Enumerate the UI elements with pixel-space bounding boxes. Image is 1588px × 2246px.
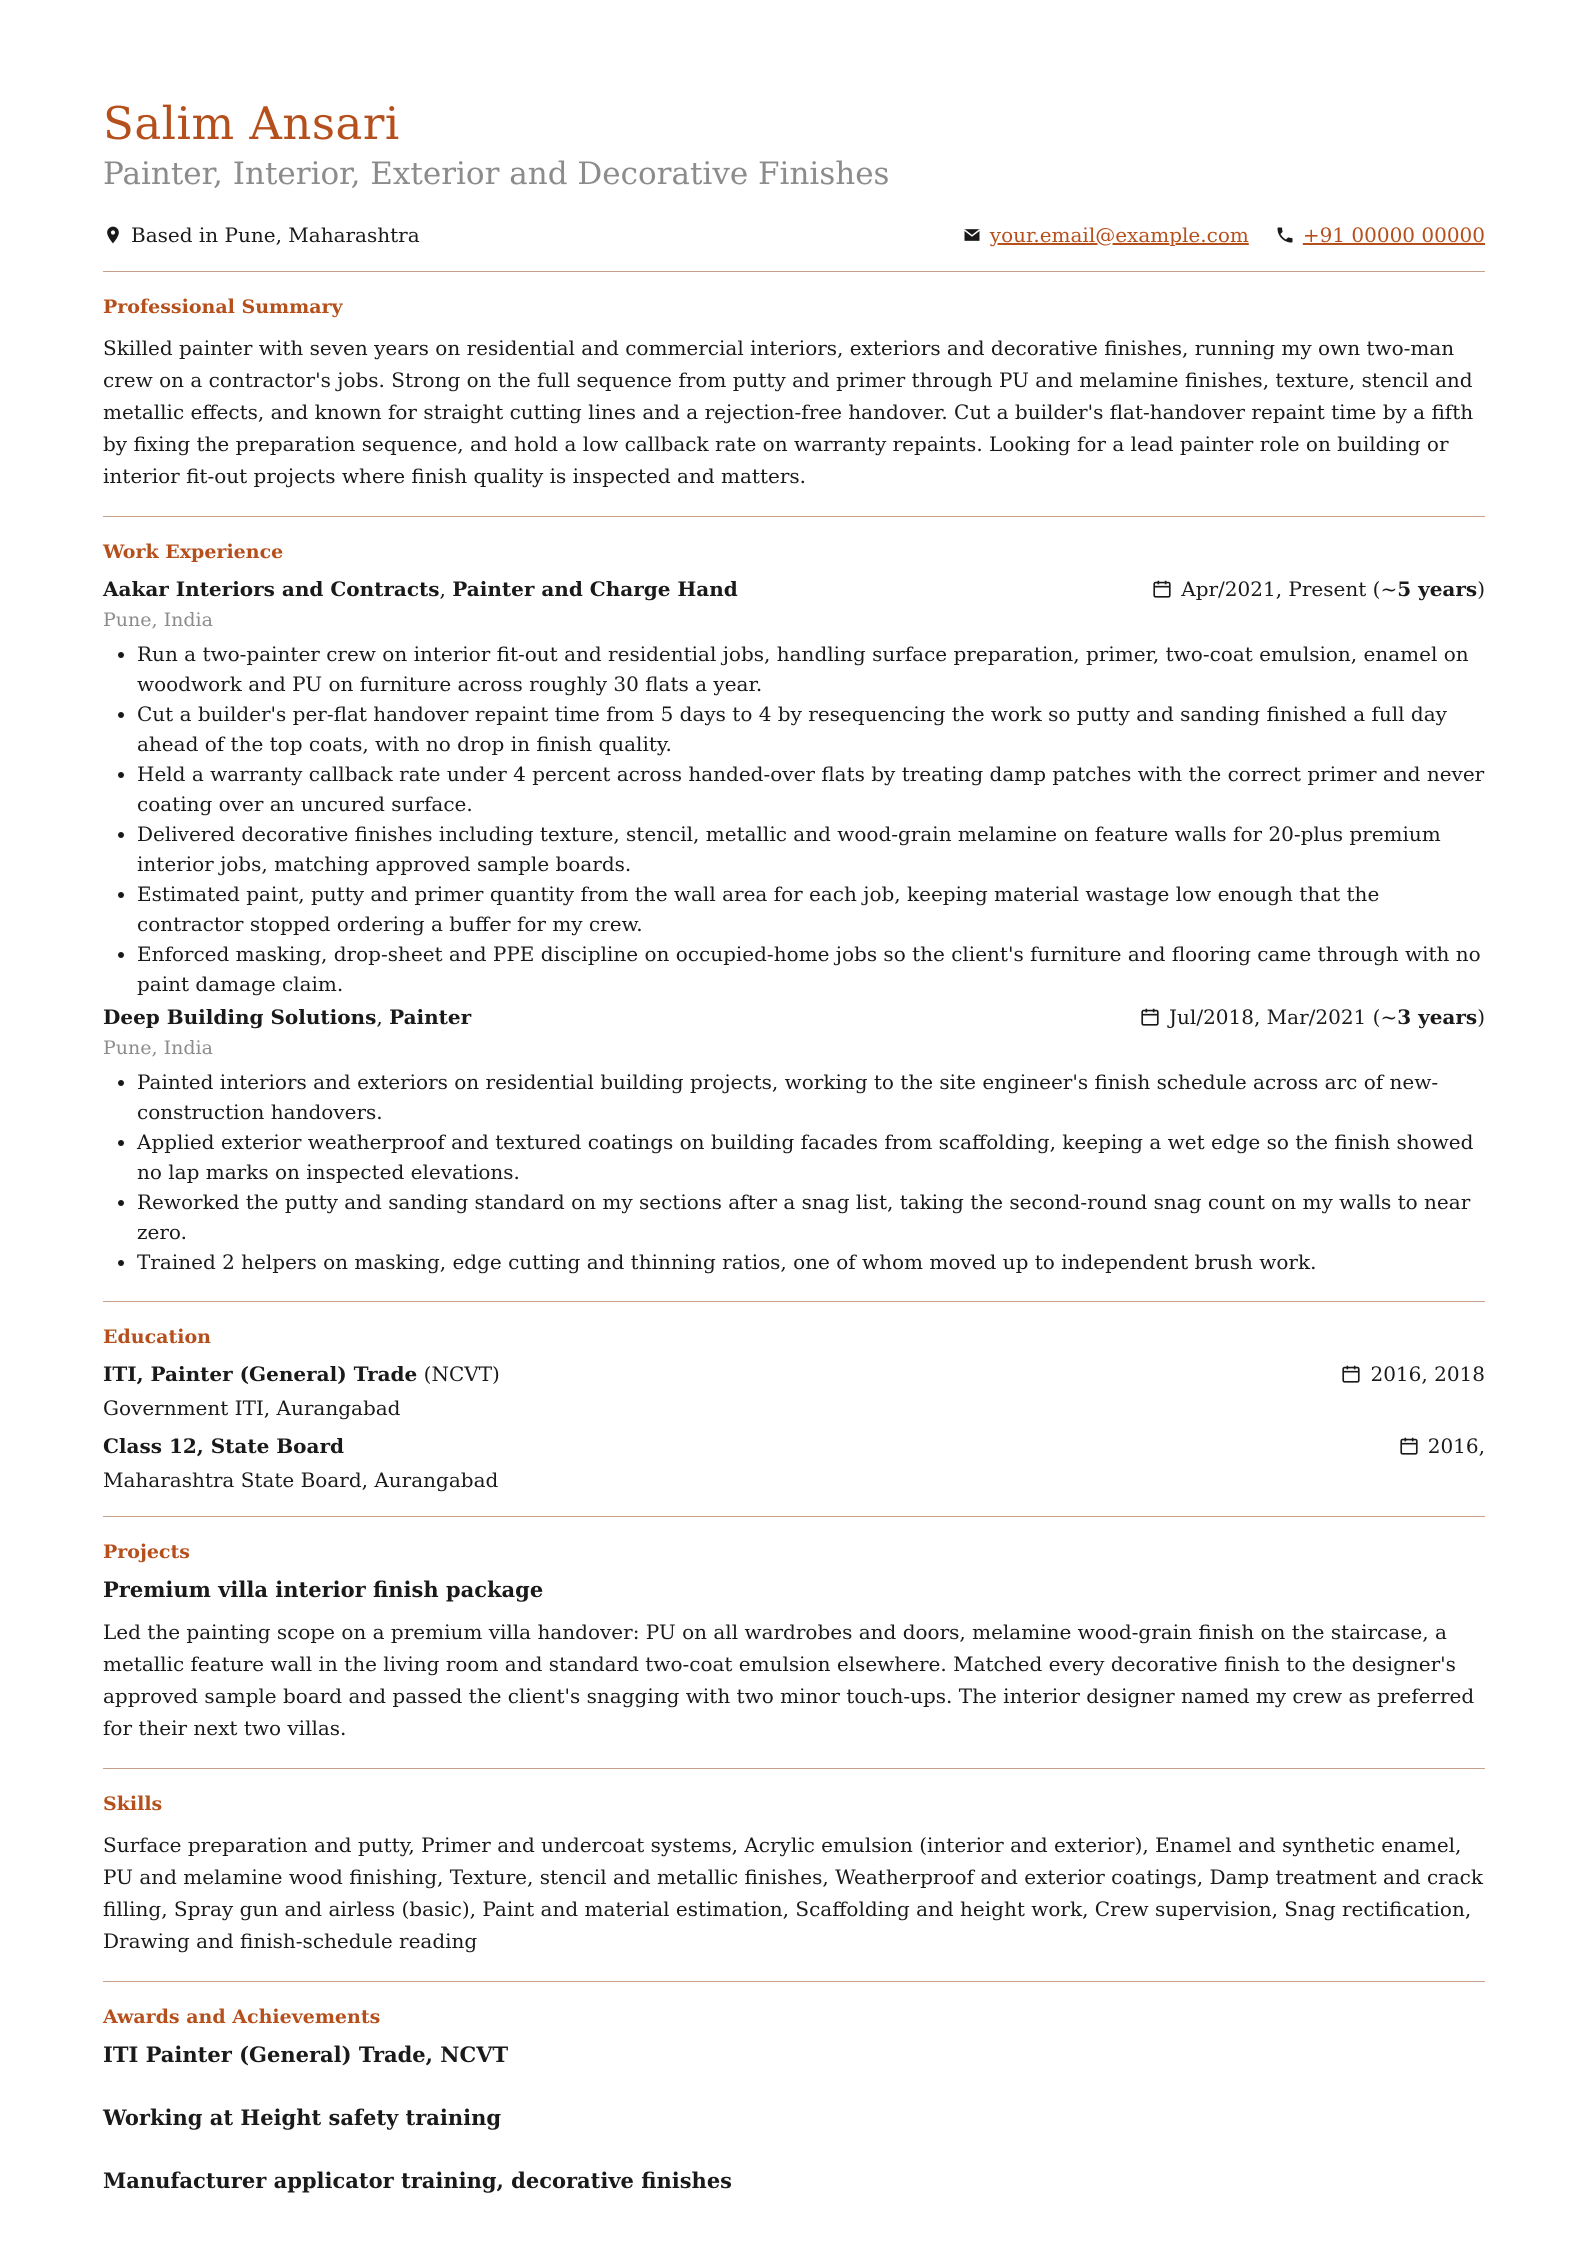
section-heading: Projects xyxy=(103,1540,190,1563)
job-role: Painter xyxy=(389,1004,472,1029)
education-institution: Government ITI, Aurangabad xyxy=(103,1395,401,1420)
section-heading: Professional Summary xyxy=(103,295,343,318)
phone-icon xyxy=(1275,225,1295,245)
education-board: (NCVT) xyxy=(423,1361,500,1386)
education-section xyxy=(103,1302,1485,1492)
section-heading: Education xyxy=(103,1325,211,1348)
project-text: Led the painting scope on a premium villa handover: PU on all wardrobes and doors, melamine wood-grain finish on the staircase, a metallic feature wall in the living room and standard two-coat emulsion elsewhere. Matched every decorative finish to the designer's approved sample board and passed the client's snagging with two minor touch-ups. The interior designer named my crew as preferred for their next two villas. xyxy=(103,1619,1475,1740)
education-date-range: 2016, 2018 xyxy=(1370,1361,1485,1386)
job-dates: Jul/2018, Mar/2021 (~ 3 years ) xyxy=(1139,1005,1485,1029)
awards-section xyxy=(103,1982,1485,2193)
education-date-range: 2016, xyxy=(1427,1433,1485,1458)
award-item: Working at Height safety training xyxy=(103,2104,502,2130)
education-dates xyxy=(1340,1362,1485,1386)
award-item: Manufacturer applicator training, decorative finishes xyxy=(103,2167,733,2193)
email-link[interactable]: your.email@example.com xyxy=(989,222,1249,247)
project-title: Premium villa interior finish package xyxy=(103,1576,544,1602)
job-duration: 3 years xyxy=(1397,1004,1478,1029)
skills-section xyxy=(103,1769,1485,1957)
map-pin-icon xyxy=(103,225,123,245)
envelope-icon xyxy=(962,225,982,245)
award-item: ITI Painter (General) Trade, NCVT xyxy=(103,2041,509,2067)
job-header: Deep Building Solutions, Painter Jul/2018, Mar/2021 (~ 3 years ) xyxy=(103,1004,1485,1029)
email-item xyxy=(962,223,1249,247)
calendar-icon xyxy=(1340,1363,1362,1385)
job-dates: Apr/2021, Present (~ 5 years ) xyxy=(1151,577,1485,601)
contact-row xyxy=(103,223,1485,247)
job-company: Aakar Interiors and Contracts xyxy=(103,576,440,601)
education-degree: ITI, Painter (General) Trade xyxy=(103,1361,418,1386)
job-date-range: Jul/2018, Mar/2021 (~ xyxy=(1169,1004,1398,1029)
job-role: Painter and Charge Hand xyxy=(452,576,738,601)
list-item: • Run a two-painter crew on interior fit-out and residential jobs, handling surface preparation, primer, two-coat emulsion, enamel on woodwork and PU on furniture across roughly 30 flats a year. xyxy=(137,639,1485,699)
job-bullets xyxy=(103,639,1485,999)
job-location: Pune, India xyxy=(103,608,213,631)
experience-section xyxy=(103,517,1485,1277)
section-heading: Work Experience xyxy=(103,540,284,563)
list-item: • Enforced masking, drop-sheet and PPE discipline on occupied-home jobs so the client's furniture and flooring came through with no paint damage claim. xyxy=(137,939,1485,999)
summary-text: Skilled painter with seven years on residential and commercial interiors, exteriors and decorative finishes, running my own two-man crew on a contractor's jobs. Strong on the full sequence from putty and primer through PU and melamine finishes, texture, stencil and metallic effects, and known for straight cutting lines and a rejection-free handover. Cut a builder's flat-handover repaint time by a fifth by fixing the preparation sequence, and hold a low callback rate on warranty repaints. Looking for a lead painter role on building or interior fit-out projects where finish quality is inspected and matters. xyxy=(103,335,1474,488)
calendar-icon xyxy=(1398,1435,1420,1457)
list-item: • Delivered decorative finishes including texture, stencil, metallic and wood-grain melamine on feature walls for 20-plus premium interior jobs, matching approved sample boards. xyxy=(137,819,1485,879)
education-header xyxy=(103,1362,1485,1386)
education-degree: Class 12, State Board xyxy=(103,1433,345,1458)
phone-item xyxy=(1275,223,1485,247)
job-bullets xyxy=(103,1067,1485,1277)
education-header xyxy=(103,1434,1485,1458)
job-date-range: Apr/2021, Present (~ xyxy=(1181,576,1398,601)
job-location: Pune, India xyxy=(103,1036,213,1059)
list-item: • Estimated paint, putty and primer quantity from the wall area for each job, keeping material wastage low enough that the contractor stopped ordering a buffer for my crew. xyxy=(137,879,1485,939)
calendar-icon xyxy=(1151,578,1173,600)
job-header: Aakar Interiors and Contracts, Painter and Charge Hand Apr/2021, Present (~ 5 years ) xyxy=(103,576,1485,601)
education-dates xyxy=(1398,1434,1485,1458)
job-company: Deep Building Solutions xyxy=(103,1004,377,1029)
education-institution: Maharashtra State Board, Aurangabad xyxy=(103,1467,499,1492)
candidate-title: Painter, Interior, Exterior and Decorative Finishes xyxy=(103,155,890,192)
projects-section xyxy=(103,1517,1485,1744)
section-heading: Awards and Achievements xyxy=(103,2005,381,2028)
job-duration: 5 years xyxy=(1397,576,1478,601)
location-item xyxy=(103,223,420,247)
list-item: • Applied exterior weatherproof and textured coatings on building facades from scaffolding, keeping a wet edge so the finish showed no lap marks on inspected elevations. xyxy=(137,1127,1485,1187)
list-item: • Painted interiors and exteriors on residential building projects, working to the site engineer's finish schedule across arc of new-construction handovers. xyxy=(137,1067,1485,1127)
location-text: Based in Pune, Maharashtra xyxy=(131,222,420,247)
list-item: • Trained 2 helpers on masking, edge cutting and thinning ratios, one of whom moved up to independent brush work. xyxy=(137,1247,1485,1277)
section-heading: Skills xyxy=(103,1792,163,1815)
list-item: • Reworked the putty and sanding standard on my sections after a snag list, taking the second-round snag count on my walls to near zero. xyxy=(137,1187,1485,1247)
list-item: • Held a warranty callback rate under 4 percent across handed-over flats by treating damp patches with the correct primer and never coating over an uncured surface. xyxy=(137,759,1485,819)
candidate-name: Salim Ansari xyxy=(103,97,400,150)
skills-text: Surface preparation and putty, Primer and undercoat systems, Acrylic emulsion (interior and exterior), Enamel and synthetic enamel, PU and melamine wood finishing, Texture, stencil and metallic finishes, Weatherproof and exterior coatings, Damp treatment and crack filling, Spray gun and airless (basic), Paint and material estimation, Scaffolding and height work, Crew supervision, Snag rectification, Drawing and finish-schedule reading xyxy=(103,1832,1483,1953)
list-item: • Cut a builder's per-flat handover repaint time from 5 days to 4 by resequencing the work so putty and sanding finished a full day ahead of the top coats, with no drop in finish quality. xyxy=(137,699,1485,759)
summary-section xyxy=(103,272,1485,492)
calendar-icon xyxy=(1139,1006,1161,1028)
phone-link[interactable]: +91 00000 00000 xyxy=(1302,222,1485,247)
